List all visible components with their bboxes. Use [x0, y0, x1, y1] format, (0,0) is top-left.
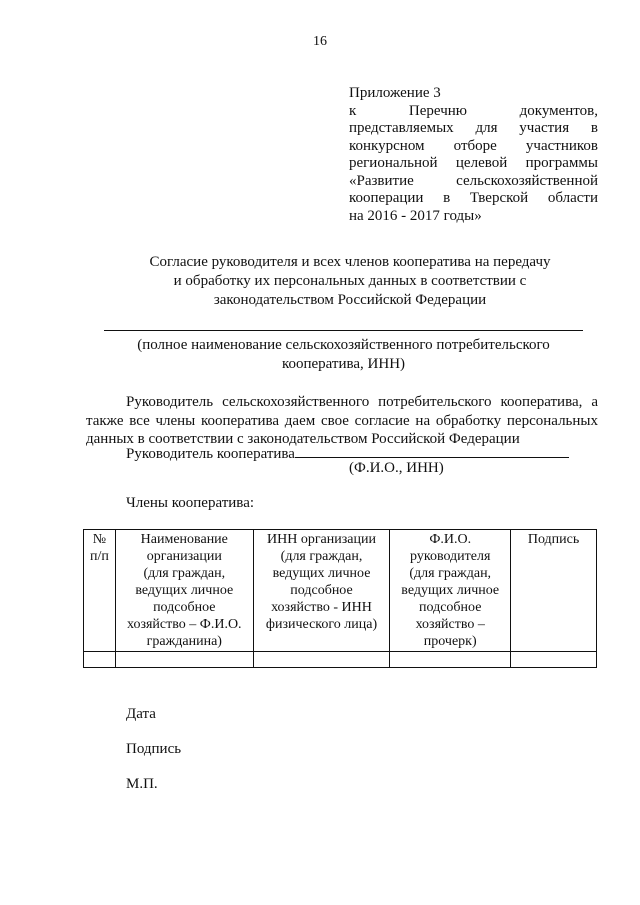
appendix-block [349, 85, 598, 225]
page-number: 16 [313, 34, 327, 49]
caption-line: (полное наименование сельскохозяйственного потребительского [137, 337, 550, 353]
appendix-line: к Перечню документов, [349, 102, 598, 119]
appendix-line: конкурсном отборе участников [349, 137, 598, 154]
caption-line: кооператива, ИНН) [281, 355, 406, 372]
appendix-line: на 2016 - 2017 годы» [349, 207, 482, 224]
cooperative-name-blank[interactable] [104, 330, 583, 331]
seal-label: М.П. [126, 776, 158, 792]
consent-title-line: законодательством Российской Федерации [213, 292, 487, 308]
head-of-cooperative-line [126, 443, 569, 463]
appendix-line: представляемых для участия в [349, 120, 598, 136]
consent-title [120, 253, 580, 310]
appendix-line: кооперации в Тверской области [349, 190, 598, 206]
header-inn: ИНН организации (для граждан, ведущих личное подсобное хозяйство - ИНН физического лица) [253, 530, 390, 652]
table-cell[interactable] [390, 652, 511, 668]
table-row [84, 652, 597, 668]
head-name-blank[interactable] [295, 443, 569, 458]
signature-label: Подпись [126, 741, 182, 757]
table-cell[interactable] [84, 652, 116, 668]
table-cell[interactable] [511, 652, 597, 668]
head-label: Руководитель кооператива [126, 446, 295, 462]
date-label: Дата [126, 706, 156, 722]
members-table [83, 529, 597, 668]
header-head-name: Ф.И.О. руководителя (для граждан, ведущих личное подсобное хозяйство – прочерк) [390, 530, 511, 652]
consent-title-line: и обработку их персональных данных в соответствии с [173, 273, 527, 289]
header-signature: Подпись [511, 530, 597, 652]
cooperative-name-caption [104, 336, 583, 373]
appendix-line: «Развитие сельскохозяйственной [349, 172, 598, 189]
header-organization-name: Наименование организации (для граждан, ведущих личное подсобное хозяйство – Ф.И.О. гражданина) [115, 530, 253, 652]
head-caption: (Ф.И.О., ИНН) [349, 460, 444, 476]
consent-paragraph: Руководитель сельскохозяйственного потребительского кооператива, а также все члены кооператива даем свое согласие на обработку персональных данных в соответствии с законодательством Российской Федерации [86, 394, 598, 447]
consent-title-line: Согласие руководителя и всех членов кооператива на передачу [149, 254, 551, 270]
table-cell[interactable] [115, 652, 253, 668]
appendix-line: региональной целевой программы [349, 155, 598, 171]
table-header-row [84, 530, 597, 652]
members-label: Члены кооператива: [126, 495, 255, 511]
appendix-title: Приложение 3 [349, 85, 441, 101]
table-cell[interactable] [253, 652, 390, 668]
header-number: № п/п [84, 530, 116, 652]
